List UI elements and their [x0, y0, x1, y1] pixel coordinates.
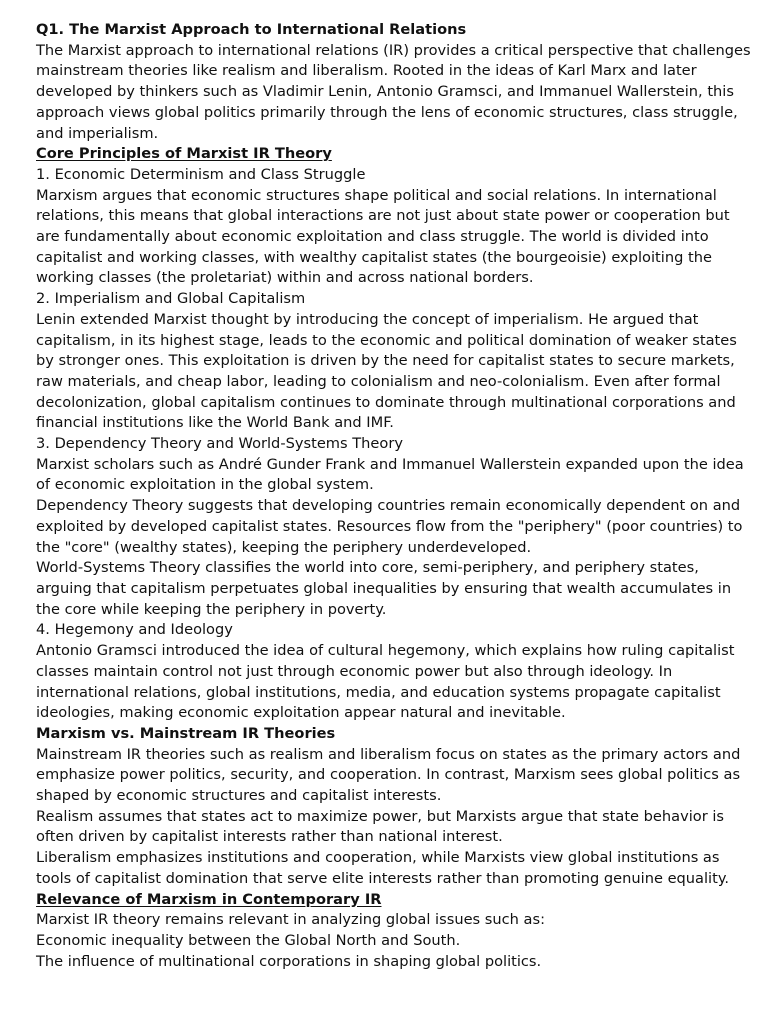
relevance-heading: Relevance of Marxism in Contemporary IR	[36, 890, 382, 908]
principle-1-text: Marxism argues that economic structures shape political and social relations. In international relations, this means that global interactions are not just about state power or cooperation but are fundamentally about economic exploitation and class struggle. The world is divided into capitalist and working classes, with wealthy capitalist states (the bourgeoisie) exploiting the working classes (the proletariat) within and across national borders.	[36, 186, 730, 287]
page-title: Q1. The Marxist Approach to International Relations	[36, 21, 467, 38]
core-principles-heading: Core Principles of Marxist IR Theory	[36, 145, 332, 163]
principle-4-title: 4. Hegemony and Ideology	[36, 621, 233, 639]
versus-heading: Marxism vs. Mainstream IR Theories	[36, 724, 336, 742]
intro-paragraph: The Marxist approach to international relations (IR) provides a critical perspective that challenges mainstream theories like realism and liberalism. Rooted in the ideas of Karl Marx and later developed by thinkers such as Vladimir Lenin, Antonio Gramsci, and Immanuel Wallerstein, this approach views global politics primarily through the lens of economic structures, class struggle, and imperialism.	[36, 41, 751, 142]
versus-text-mainstream: Mainstream IR theories such as realism and liberalism focus on states as the primary actors and emphasize power politics, security, and cooperation. In contrast, Marxism sees global politics as shaped by economic structures and capitalist interests.	[36, 745, 741, 805]
principle-2-text: Lenin extended Marxist thought by introducing the concept of imperialism. He argued that capitalism, in its highest stage, leads to the economic and political domination of weaker states by stronger ones. This exploitation is driven by the need for capitalist states to secure markets, raw materials, and cheap labor, leading to colonialism and neo-colonialism. Even after formal decolonization, global capitalism continues to dominate through multinational corporations and financial institutions like the World Bank and IMF.	[36, 310, 737, 432]
principle-4-text: Antonio Gramsci introduced the idea of cultural hegemony, which explains how ruling capitalist classes maintain control not just through economic power but also through ideology. In international relations, global institutions, media, and education systems propagate capitalist ideologies, making economic exploitation appear natural and inevitable.	[36, 642, 735, 722]
relevance-text-intro: Marxist IR theory remains relevant in analyzing global issues such as:	[36, 911, 546, 929]
principle-2-title: 2. Imperialism and Global Capitalism	[36, 290, 306, 308]
principle-3-text-scholars: Marxist scholars such as André Gunder Frank and Immanuel Wallerstein expanded upon the idea of economic exploitation in the global system.	[36, 455, 744, 494]
principle-3-title: 3. Dependency Theory and World-Systems Theory	[36, 435, 403, 453]
versus-text-realism: Realism assumes that states act to maximize power, but Marxists argue that state behavior is often driven by capitalist interests rather than national interest.	[36, 807, 725, 846]
relevance-text-corporations: The influence of multinational corporations in shaping global politics.	[36, 952, 542, 970]
versus-text-liberalism: Liberalism emphasizes institutions and cooperation, while Marxists view global institutions as tools of capitalist domination that serve elite interests rather than promoting genuine equality.	[36, 849, 730, 887]
principle-3-text-dependency: Dependency Theory suggests that developing countries remain economically dependent on and exploited by developed capitalist states. Resources flow from the "periphery" (poor countries) to the "core" (wealthy states), keeping the periphery underdeveloped.	[36, 497, 743, 556]
document-page	[36, 20, 752, 972]
relevance-text-inequality: Economic inequality between the Global North and South.	[36, 931, 461, 949]
principle-1-title: 1. Economic Determinism and Class Struggle	[36, 165, 366, 183]
principle-3-text-world-systems: World-Systems Theory classifies the world into core, semi-periphery, and periphery states, arguing that capitalism perpetuates global inequalities by ensuring that wealth accumulates in the core while keeping the periphery in poverty.	[36, 559, 732, 618]
